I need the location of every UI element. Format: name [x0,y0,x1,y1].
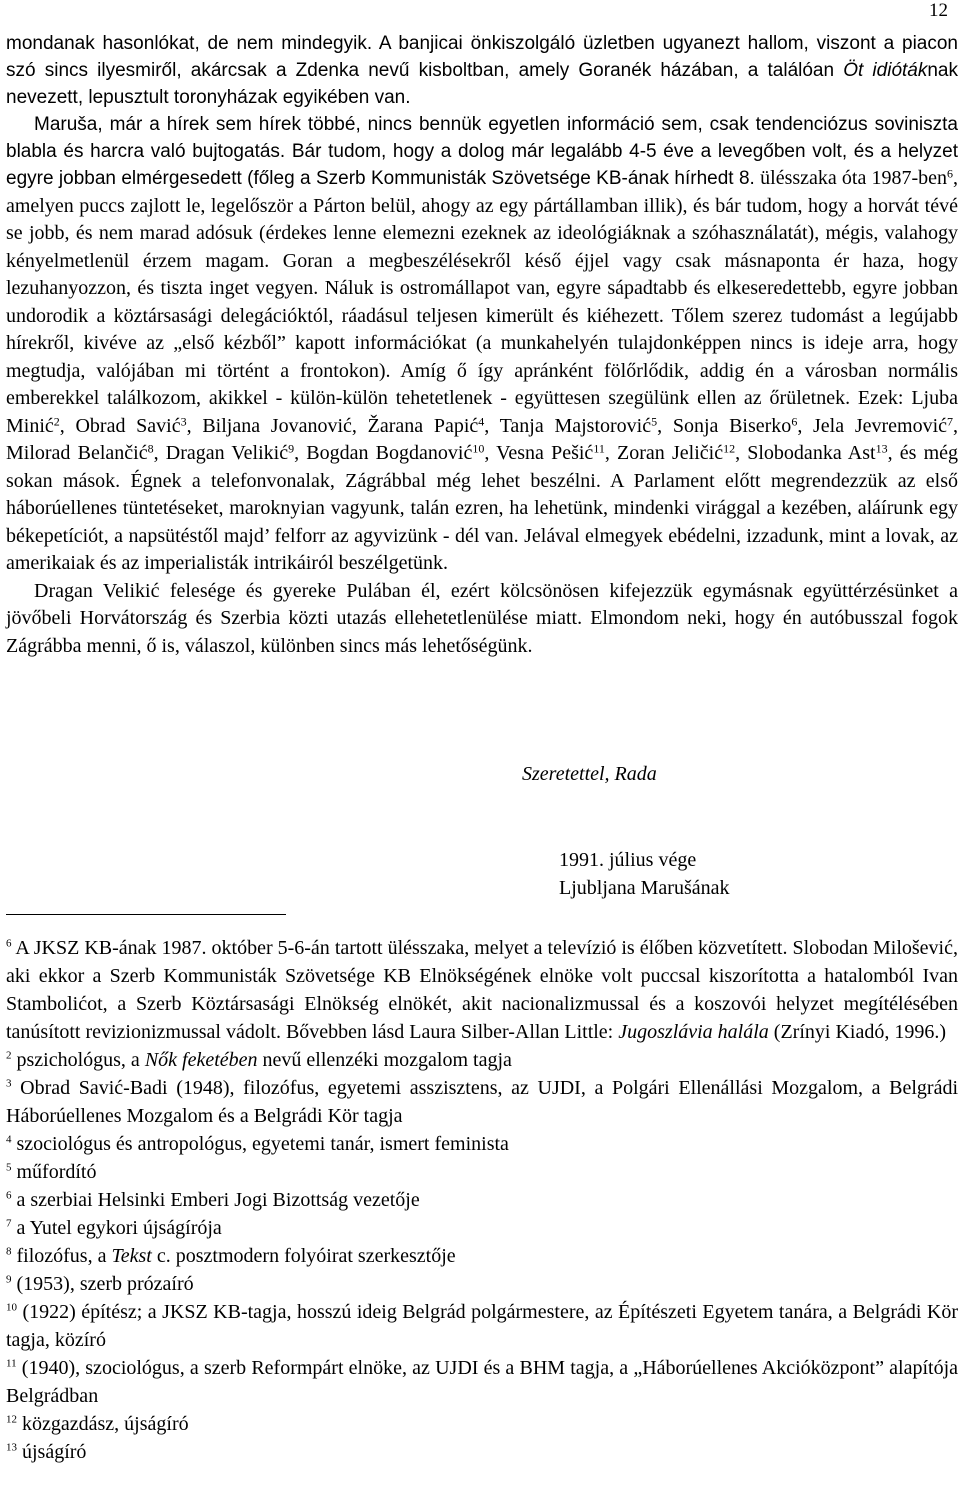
footnote-text: (1922) építész; a JKSZ KB-tagja, hosszú ideig Belgrád polgármestere, az Építészeti Egyetem tanára, a Belgrádi Kör tagja, közíró [6,1301,959,1351]
name-list-text: , Bogdan Bogdanović [294,442,473,464]
footnote-ref-7: 7 [947,414,954,429]
footnote-italic: Nők feketében [144,1049,258,1071]
footnote-ref-8: 8 [147,441,154,456]
book-title-italic: Öt idióták [843,60,928,81]
footnote-text: Obrad Savić-Badi (1948), filozófus, egyetemi asszisztens, az UJDI, a Polgári Ellenállási Mozgalom, a Belgrádi Háborúellenes Mozgalom és a Belgrádi Kör tagja [6,1077,959,1127]
footnote [6,1270,958,1298]
footnote-text: szociológus és antropológus, egyetemi tanár, ismert feminista [16,1133,509,1155]
footnote-ref-3: 3 [180,414,187,429]
footnote-text-end: nevű ellenzéki mozgalom tagja [257,1049,512,1071]
footnote-text: a Yutel egykori újságírója [16,1217,222,1239]
footnote-number: 13 [6,1441,17,1454]
footnote [6,1074,958,1130]
paragraph-1-sentence-1-end: nak nevezett, lepusztult toronyházak egyikében van. [6,60,958,108]
footnote-text: A JKSZ KB-ának 1987. október 5-6-án tartott ülésszaka, melyet a televízió is élőben közvetített. Slobodan Milošević, aki ekkor a Szerb Kommunisták Szövetsége KB Elnökségének elnöke volt puccsal kiszorította a hatalomból Ivan Stambolićot, a Szerb Köztársasági Elnökség elnökét, akit nacionalizmussal és a koszovói helyzet megítélésében tanúsított revizionizmussal vádolt. Bővebben lásd Laura Silber-Allan Little: [6,937,958,1043]
footnote-number: 6 [6,1189,12,1202]
paragraph-1 [6,30,958,578]
footnote [6,1130,958,1158]
footnote [6,1214,958,1242]
footnote-number: 7 [6,1217,12,1230]
paragraph-1-sentence-3-end: , amelyen puccs zajlott le, legelőször a Párton belül, ahogy az egy pártállamban illik), és bár tudom, hogy a horvát tévé se jobb, és nem marad adósuk (érdekes lenne elemezni ezeknek az ideológiáknak a szóhasználatát), mégis, valahogy kényelmetlenül érzem magam. Goran a megbeszélésekről késő éjjel vagy csak másnaponta ér haza, hogy lezuhanyozzon, és tiszta inget vegyen. Náluk is ostromállapot van, egyre sápadtabb és elkeseredettebb, egyre jobban undorodik a köztársasági delegációktól, ráadásul teljesen kimerült és kiéhezett. Tőlem szerez tudomást a legújabb hírekről, kivéve az „első kézből” kapott információkat (a munkahelyén tulajdonképpen nincs is ideje arra, hogy megtudja, valójában mi történt a frontokon). Amíg ő így apránként fölőrlődik, addig én a városban normális emberekkel találkozom, akikkel - külön-külön tehetetlenek - együttesen szegülünk ellen az őrületnek. Ezek: Ljuba Minić [6,167,958,437]
footnote-ref-10: 10 [472,441,485,456]
paragraph-1-sentence-1: mondanak hasonlókat, de nem mindegyik. A banjicai önkiszolgáló üzletben ugyanezt hallom, viszont a piacon szó sincs ilyesmiről, akárcsak a Zdenka nevű kisboltban, amely Goranék házában, a találóan [6,33,958,81]
footnote [6,934,958,1046]
footnote-separator [6,914,286,915]
page-number: 12 [929,0,948,21]
body-text [6,30,958,660]
paragraph-2-text: Dragan Velikić felesége és gyereke Pulában él, ezért kölcsönösen kifejezzük egymásnak együttérzésünket a jövőbeli Horvátország és Szerbia közti utazás ellehetetlenülése miatt. Elmondom neki, hogy én autóbusszal fogok Zágrábba menni, ő is, válaszol, különben sincs más lehetőségünk. [6,579,958,657]
footnote-ref-4: 4 [478,414,485,429]
footnote-number: 4 [6,1133,12,1146]
footnote-text-end: c. posztmodern folyóirat szerkesztője [151,1245,456,1267]
footnote-number: 8 [6,1245,12,1258]
name-list-text: , Jela Jevremović [797,414,948,437]
footnote-ref-6: 6 [946,166,953,181]
footnote-text: újságíró [22,1441,87,1463]
footnote [6,1046,958,1074]
footnote-ref-9: 9 [288,441,295,456]
paragraph-1-sentence-3: ülésszaka óta 1987-ben [760,167,947,189]
footnote [6,1186,958,1214]
footnote-number: 2 [6,1049,12,1062]
footnotes [6,934,958,1466]
footnote [6,1242,958,1270]
date-place [559,846,859,902]
footnote-ref-13: 13 [875,441,888,456]
footnote [6,1438,958,1466]
footnote-text: műfordító [16,1161,97,1183]
footnote [6,1158,958,1186]
footnote-ref-11: 11 [593,441,605,456]
footnote-number: 3 [6,1077,12,1090]
footnote-italic: Tekst [111,1245,152,1267]
footnote-number: 5 [6,1161,12,1174]
footnote-ref-6b: 6 [791,414,798,429]
footnote-number: 11 [6,1357,17,1370]
footnote-text: (1953), szerb prózaíró [16,1273,194,1295]
footnote [6,1410,958,1438]
footnote-text: pszichológus, a [16,1049,145,1071]
date-line: 1991. július vége [559,849,697,871]
paragraph-1-sentence-2: Maruša, már a hírek sem hírek többé, nincs bennük egyetlen információ sem, csak tendenciózus soviniszta blabla és harcra való bujtogatás. Bár tudom, hogy a dolog már legalább 4-5 éve a levegőben volt, és a helyzet egyre jobban elmérgesedett (főleg a Szerb Kommunisták Szövetsége KB-ának hírhedt 8. [6,114,958,189]
paragraph-2 [6,578,958,661]
paragraph-1-ending: , és még sokan mások. Égnek a telefonvonalak, Zágrábbal még lehet beszélni. A Parlament előtt megrendezzük az első háborúellenes tüntetéseket, maroknyian vagyunk, talán ezren, ha lehetünk, mindenki virággal a kezében, aláírunk egy békepetíciót, a napsütéstől majd’ felforr az agyvizünk - dél van. Jelával elmegyek ebédelni, izzadunk, mint a lovak, az amerikaiak és az imperialisták intrikáiról beszélgetünk. [6,442,959,574]
recipient-line: Ljubljana Marušának [559,877,730,899]
footnote-ref-12: 12 [723,441,736,456]
name-list-text: , Slobodanka Ast [735,442,876,464]
name-list-text: , Sonja Biserko [657,414,792,437]
footnote-number: 12 [6,1413,17,1426]
footnote-italic: Jugoszlávia halála [618,1021,769,1043]
footnote [6,1298,958,1354]
footnote-text: közgazdász, újságíró [22,1413,189,1435]
footnote-number: 6 [6,937,12,950]
name-list-text: , Vesna Pešić [484,442,594,464]
footnote [6,1354,958,1410]
name-list-text: , Biljana Jovanović, Žarana Papić [186,414,479,437]
signature: Szeretettel, Rada [522,763,657,785]
name-list-text: , Dragan Velikić [153,442,289,464]
name-list-text: , Obrad Savić [59,414,181,437]
footnote-text: (1940), szociológus, a szerb Reformpárt elnöke, az UJDI és a BHM tagja, a „Háborúellenes Akcióközpont” alapítója Belgrádban [6,1357,959,1407]
name-list-text: , Milorad Belančić [6,414,959,464]
footnote-text-end: (Zrínyi Kiadó, 1996.) [768,1021,946,1043]
footnote-ref-2: 2 [53,414,60,429]
footnote-text: a szerbiai Helsinki Emberi Jogi Bizottság vezetője [16,1189,420,1211]
footnote-number: 9 [6,1273,12,1286]
name-list-text: , Tanja Majstorović [484,414,652,437]
name-list-text: , Zoran Jeličić [604,442,724,464]
footnote-ref-5: 5 [651,414,658,429]
footnote-number: 10 [6,1301,17,1314]
footnote-text: filozófus, a [16,1245,112,1267]
